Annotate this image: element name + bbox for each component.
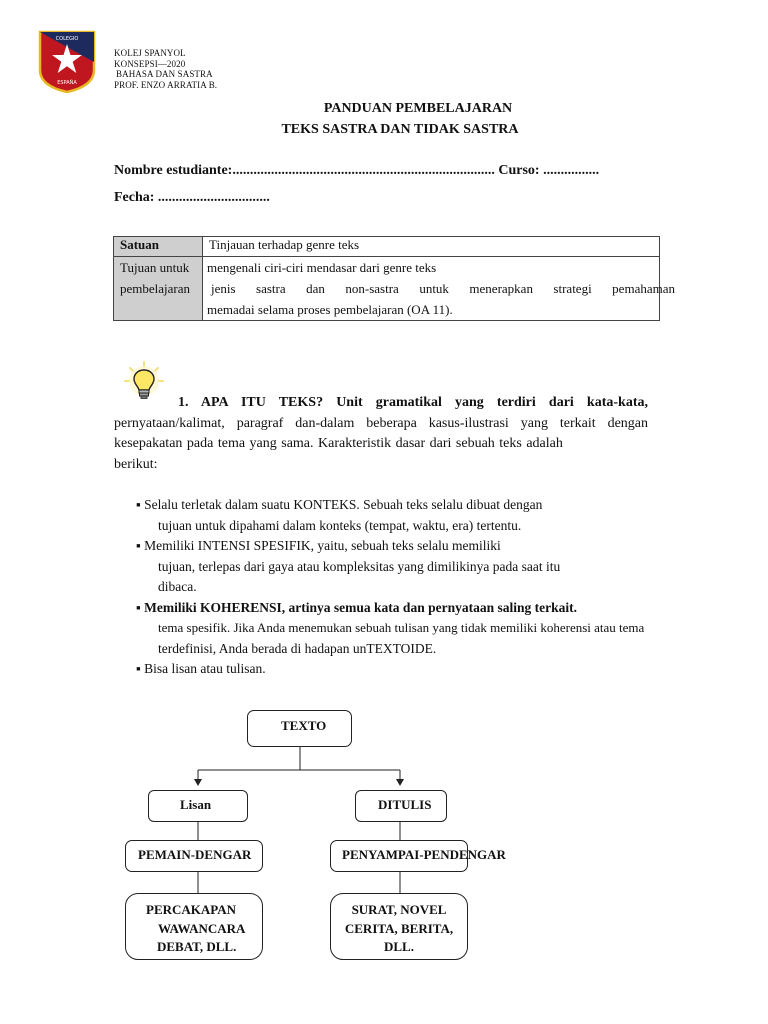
bullet-subtext: terdefinisi, Anda berada di hadapan unTEXTOIDE. xyxy=(158,640,437,656)
bullet-text: Selalu terletak dalam suatu KONTEKS. Sebuah teks selalu dibuat dengan xyxy=(144,497,543,512)
bullet-subtext: dibaca. xyxy=(158,579,197,594)
table-value-unit: Tinjauan terhadap genre teks xyxy=(203,237,660,257)
diagram-example-line: CERITA, BERITA, xyxy=(344,920,454,936)
section-1-line: berikut: xyxy=(114,456,158,472)
diagram-example-line: SURAT, NOVEL xyxy=(351,902,447,917)
diagram-example-line: DEBAT, DLL. xyxy=(157,939,237,954)
diagram-example-line: WAWANCARA xyxy=(158,920,246,936)
diagram-node-lisan: Lisan xyxy=(148,790,248,822)
bullet-marker: ▪ xyxy=(136,599,141,615)
logo-bottom-text: ESPAÑA xyxy=(57,80,77,86)
diagram-node-ditulis: DITULIS xyxy=(355,790,447,822)
table-label-unit: Satuan xyxy=(114,237,203,257)
table-objective-line: mengenali ciri-ciri mendasar dari genre teks xyxy=(207,260,437,275)
bullet-subtext: tujuan, terlepas dari gaya atau kompleksitas yang dimilikinya pada saat itu xyxy=(158,558,561,574)
student-name-field: Nombre estudiante:........................................................................... Curso: ................ xyxy=(114,163,600,178)
page-title: PANDUAN PEMBELAJARAN xyxy=(323,101,513,116)
section-1-line: kesepakatan pada tema yang sama. Karakteristik dasar dari sebuah teks adalah xyxy=(114,436,563,451)
school-line: KOLEJ SPANYOL xyxy=(114,48,186,58)
table-label-objective-line: pembelajaran xyxy=(120,281,191,296)
table-objective-line: memadai selama proses pembelajaran (OA 11). xyxy=(207,302,453,317)
diagram-node-written-examples xyxy=(330,893,468,960)
diagram-example-line: PERCAKAPAN xyxy=(146,902,237,917)
diagram-node-spoken-examples xyxy=(125,893,263,960)
page-subtitle: TEKS SASTRA DAN TIDAK SASTRA xyxy=(281,122,519,137)
bullet-text: Bisa lisan atau tulisan. xyxy=(144,661,266,676)
bullet-marker: ▪ xyxy=(136,497,141,512)
school-line: BAHASA DAN SASTRA xyxy=(116,69,213,79)
section-1-line: pernyataan/kalimat, paragraf dan-dalam beberapa kasus-ilustrasi yang terkait dengan xyxy=(114,415,648,431)
date-field: Fecha: ................................ xyxy=(114,190,270,205)
diagram-node-penyampai-pendengar: PENYAMPAI-PENDENGAR xyxy=(330,840,468,872)
school-line: KONSEPSI—2020 xyxy=(114,58,186,69)
bullet-subtext: tema spesifik. Jika Anda menemukan sebuah tulisan yang tidak memiliki koherensi atau tema xyxy=(158,620,645,635)
logo-top-text: COLEGIO xyxy=(55,36,79,42)
table-label-objective-line: Tujuan untuk xyxy=(120,260,190,275)
section-1-heading: 1. APA ITU TEKS? Unit gramatikal yang terdiri dari kata-kata, xyxy=(178,395,648,410)
bullet-marker: ▪ xyxy=(136,538,141,553)
bullet-text: Memiliki KOHERENSI, artinya semua kata dan pernyataan saling terkait. xyxy=(144,599,577,615)
table-objective-line: jenis sastra dan non-sastra untuk menerapkan strategi pemahaman xyxy=(211,281,675,296)
diagram-example-line: DLL. xyxy=(384,939,414,954)
school-line: PROF. ENZO ARRATIA B. xyxy=(114,79,218,90)
bullet-text: Memiliki INTENSI SPESIFIK, yaitu, sebuah teks selalu memiliki xyxy=(144,538,501,553)
diagram-node-pemain-dengar: PEMAIN-DENGAR xyxy=(125,840,263,872)
diagram-root-texto: TEXTO xyxy=(247,710,352,747)
bullet-subtext: tujuan untuk dipahami dalam konteks (tempat, waktu, era) tertentu. xyxy=(158,517,522,533)
bullet-marker: ▪ xyxy=(136,661,141,676)
